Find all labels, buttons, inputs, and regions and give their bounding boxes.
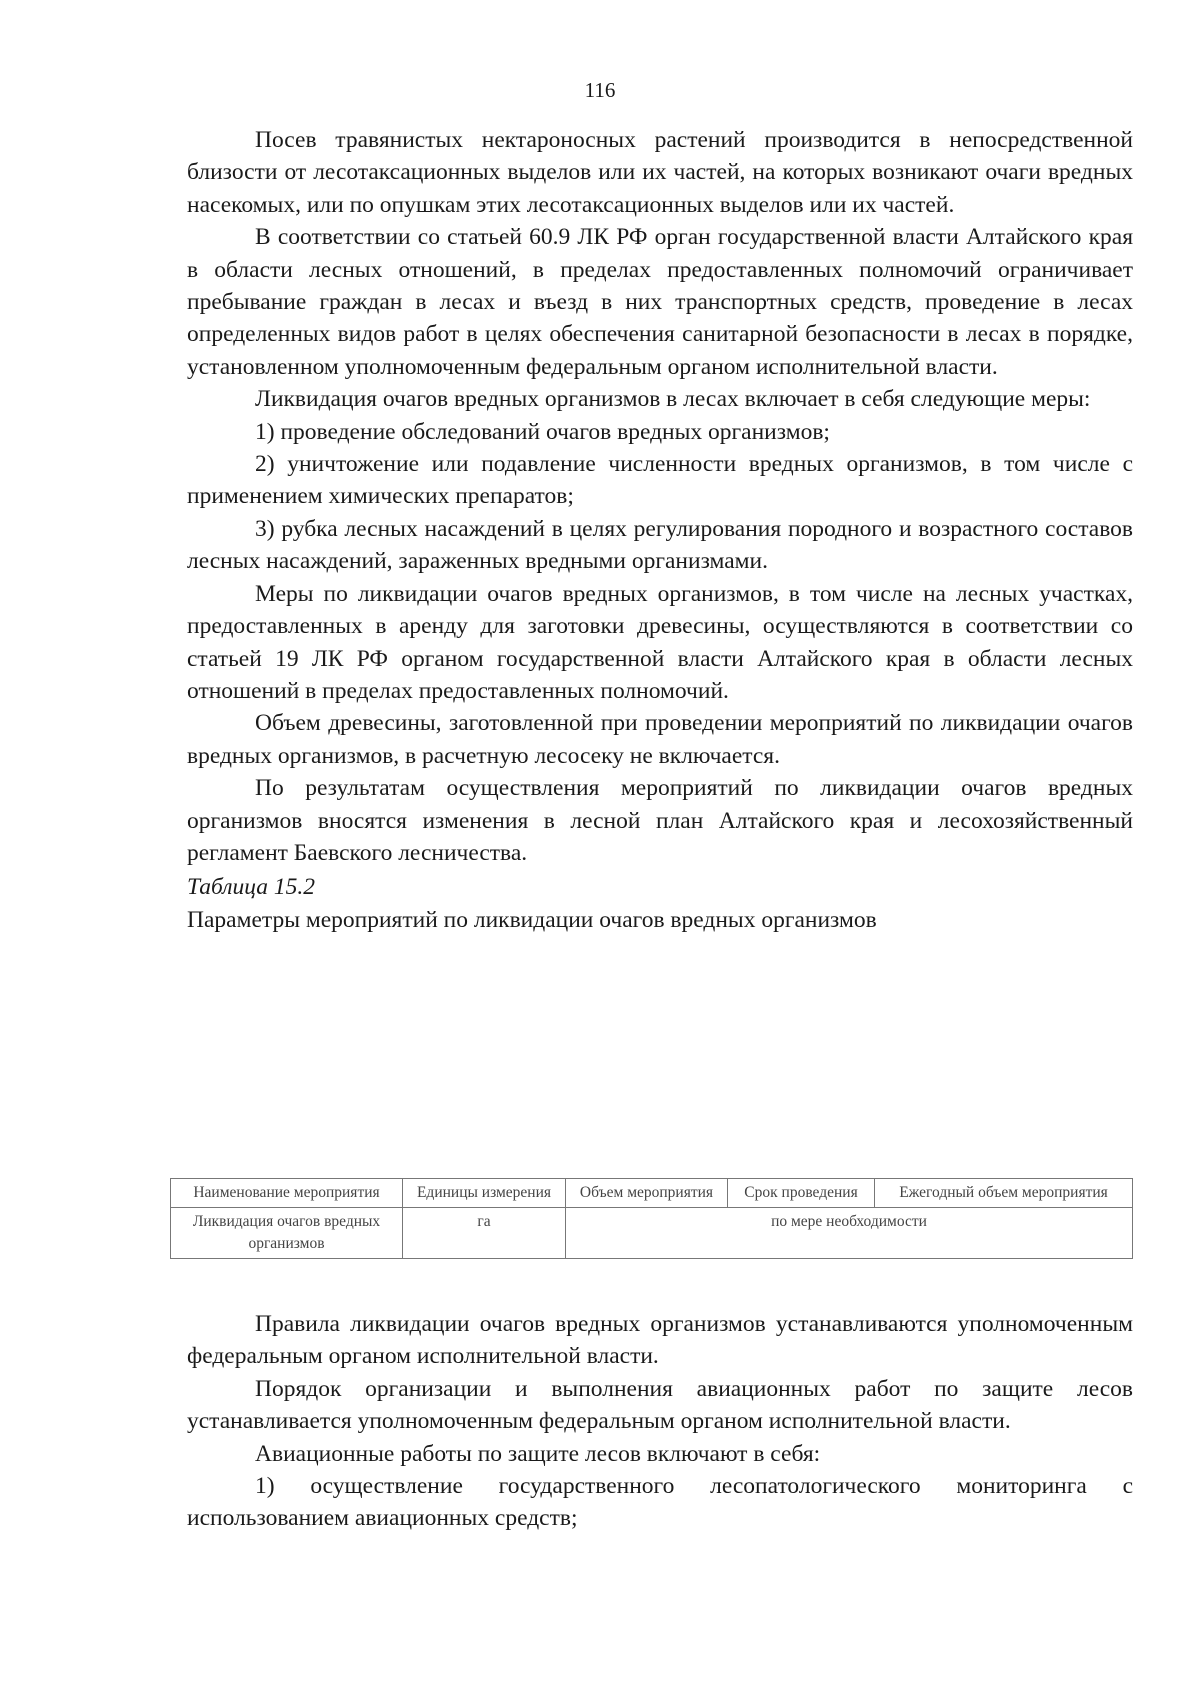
list-item: 1) проведение обследований очагов вредных организмов; [255,418,830,445]
paragraph: Правила ликвидации очагов вредных организмов устанавливаются уполномоченным федеральным органом исполнительной власти. [187,1311,1133,1370]
paragraph: Меры по ликвидации очагов вредных организмов, в том числе на лесных участках, предоставленных в аренду для заготовки древесины, осуществляются в соответствии со статьей 19 ЛК РФ органом государственной власти Алтайского края в области лесных отношений в пределах предоставленных полномочий. [187,580,1133,704]
parameters-table-wrapper [170,1178,1132,1259]
paragraph: В соответствии со статьей 60.9 ЛК РФ орган государственной власти Алтайского края в области лесных отношений, в пределах предоставленных полномочий ограничивает пребывание граждан в лесах и въезд в них транспортных средств, проведение в лесах определенных видов работ в целях обеспечения санитарной безопасности в лесах в порядке, установленном уполномоченным федеральным органом исполнительной власти. [187,224,1133,380]
text-block-before-table [187,124,1133,950]
table-row [171,1208,1133,1259]
parameters-table [170,1178,1133,1259]
text-block-after-table [187,1308,1133,1535]
column-header: Единицы измерения [403,1179,566,1208]
paragraph: Посев травянистых нектароносных растений производится в непосредственной близости от лесотаксационных выделов или их частей, на которых возникают очаги вредных насекомых, или по опушкам этих лесотаксационных выделов или их частей. [187,127,1133,218]
list-item: 3) рубка лесных насаждений в целях регулирования породного и возрастного составов лесных насаждений, зараженных вредными организмами. [187,515,1133,575]
column-header: Наименование мероприятия [171,1179,403,1208]
column-header: Объем мероприятия [566,1179,728,1208]
column-header: Срок проведения [728,1179,875,1208]
table-header-row [171,1179,1133,1208]
paragraph: Объем древесины, заготовленной при проведении мероприятий по ликвидации очагов вредных организмов, в расчетную лесосеку не включается. [187,710,1133,769]
column-header: Ежегодный объем мероприятия [875,1179,1133,1208]
paragraph: По результатам осуществления мероприятий по ликвидации очагов вредных организмов вносятся изменения в лесной план Алтайского края и лесохозяйственный регламент Баевского лесничества. [187,775,1133,866]
table-cell-name: Ликвидация очагов вредных организмов [171,1208,403,1259]
table-cell-unit: га [403,1208,566,1259]
table-cell-merged: по мере необходимости [566,1208,1133,1259]
table-label: Таблица 15.2 [187,874,315,901]
list-item: 2) уничтожение или подавление численности вредных организмов, в том числе с применением химических препаратов; [187,451,1133,510]
page-number: 116 [584,78,616,102]
paragraph: Авиационные работы по защите лесов включают в себя: [255,1440,821,1467]
paragraph: Порядок организации и выполнения авиационных работ по защите лесов устанавливается уполномоченным федеральным органом исполнительной власти. [187,1375,1133,1435]
table-title: Параметры мероприятий по ликвидации очагов вредных организмов [187,906,877,933]
paragraph: Ликвидация очагов вредных организмов в лесах включает в себя следующие меры: [255,386,1091,413]
list-item: 1) осуществление государственного лесопатологического мониторинга с использованием авиационных средств; [187,1473,1133,1532]
